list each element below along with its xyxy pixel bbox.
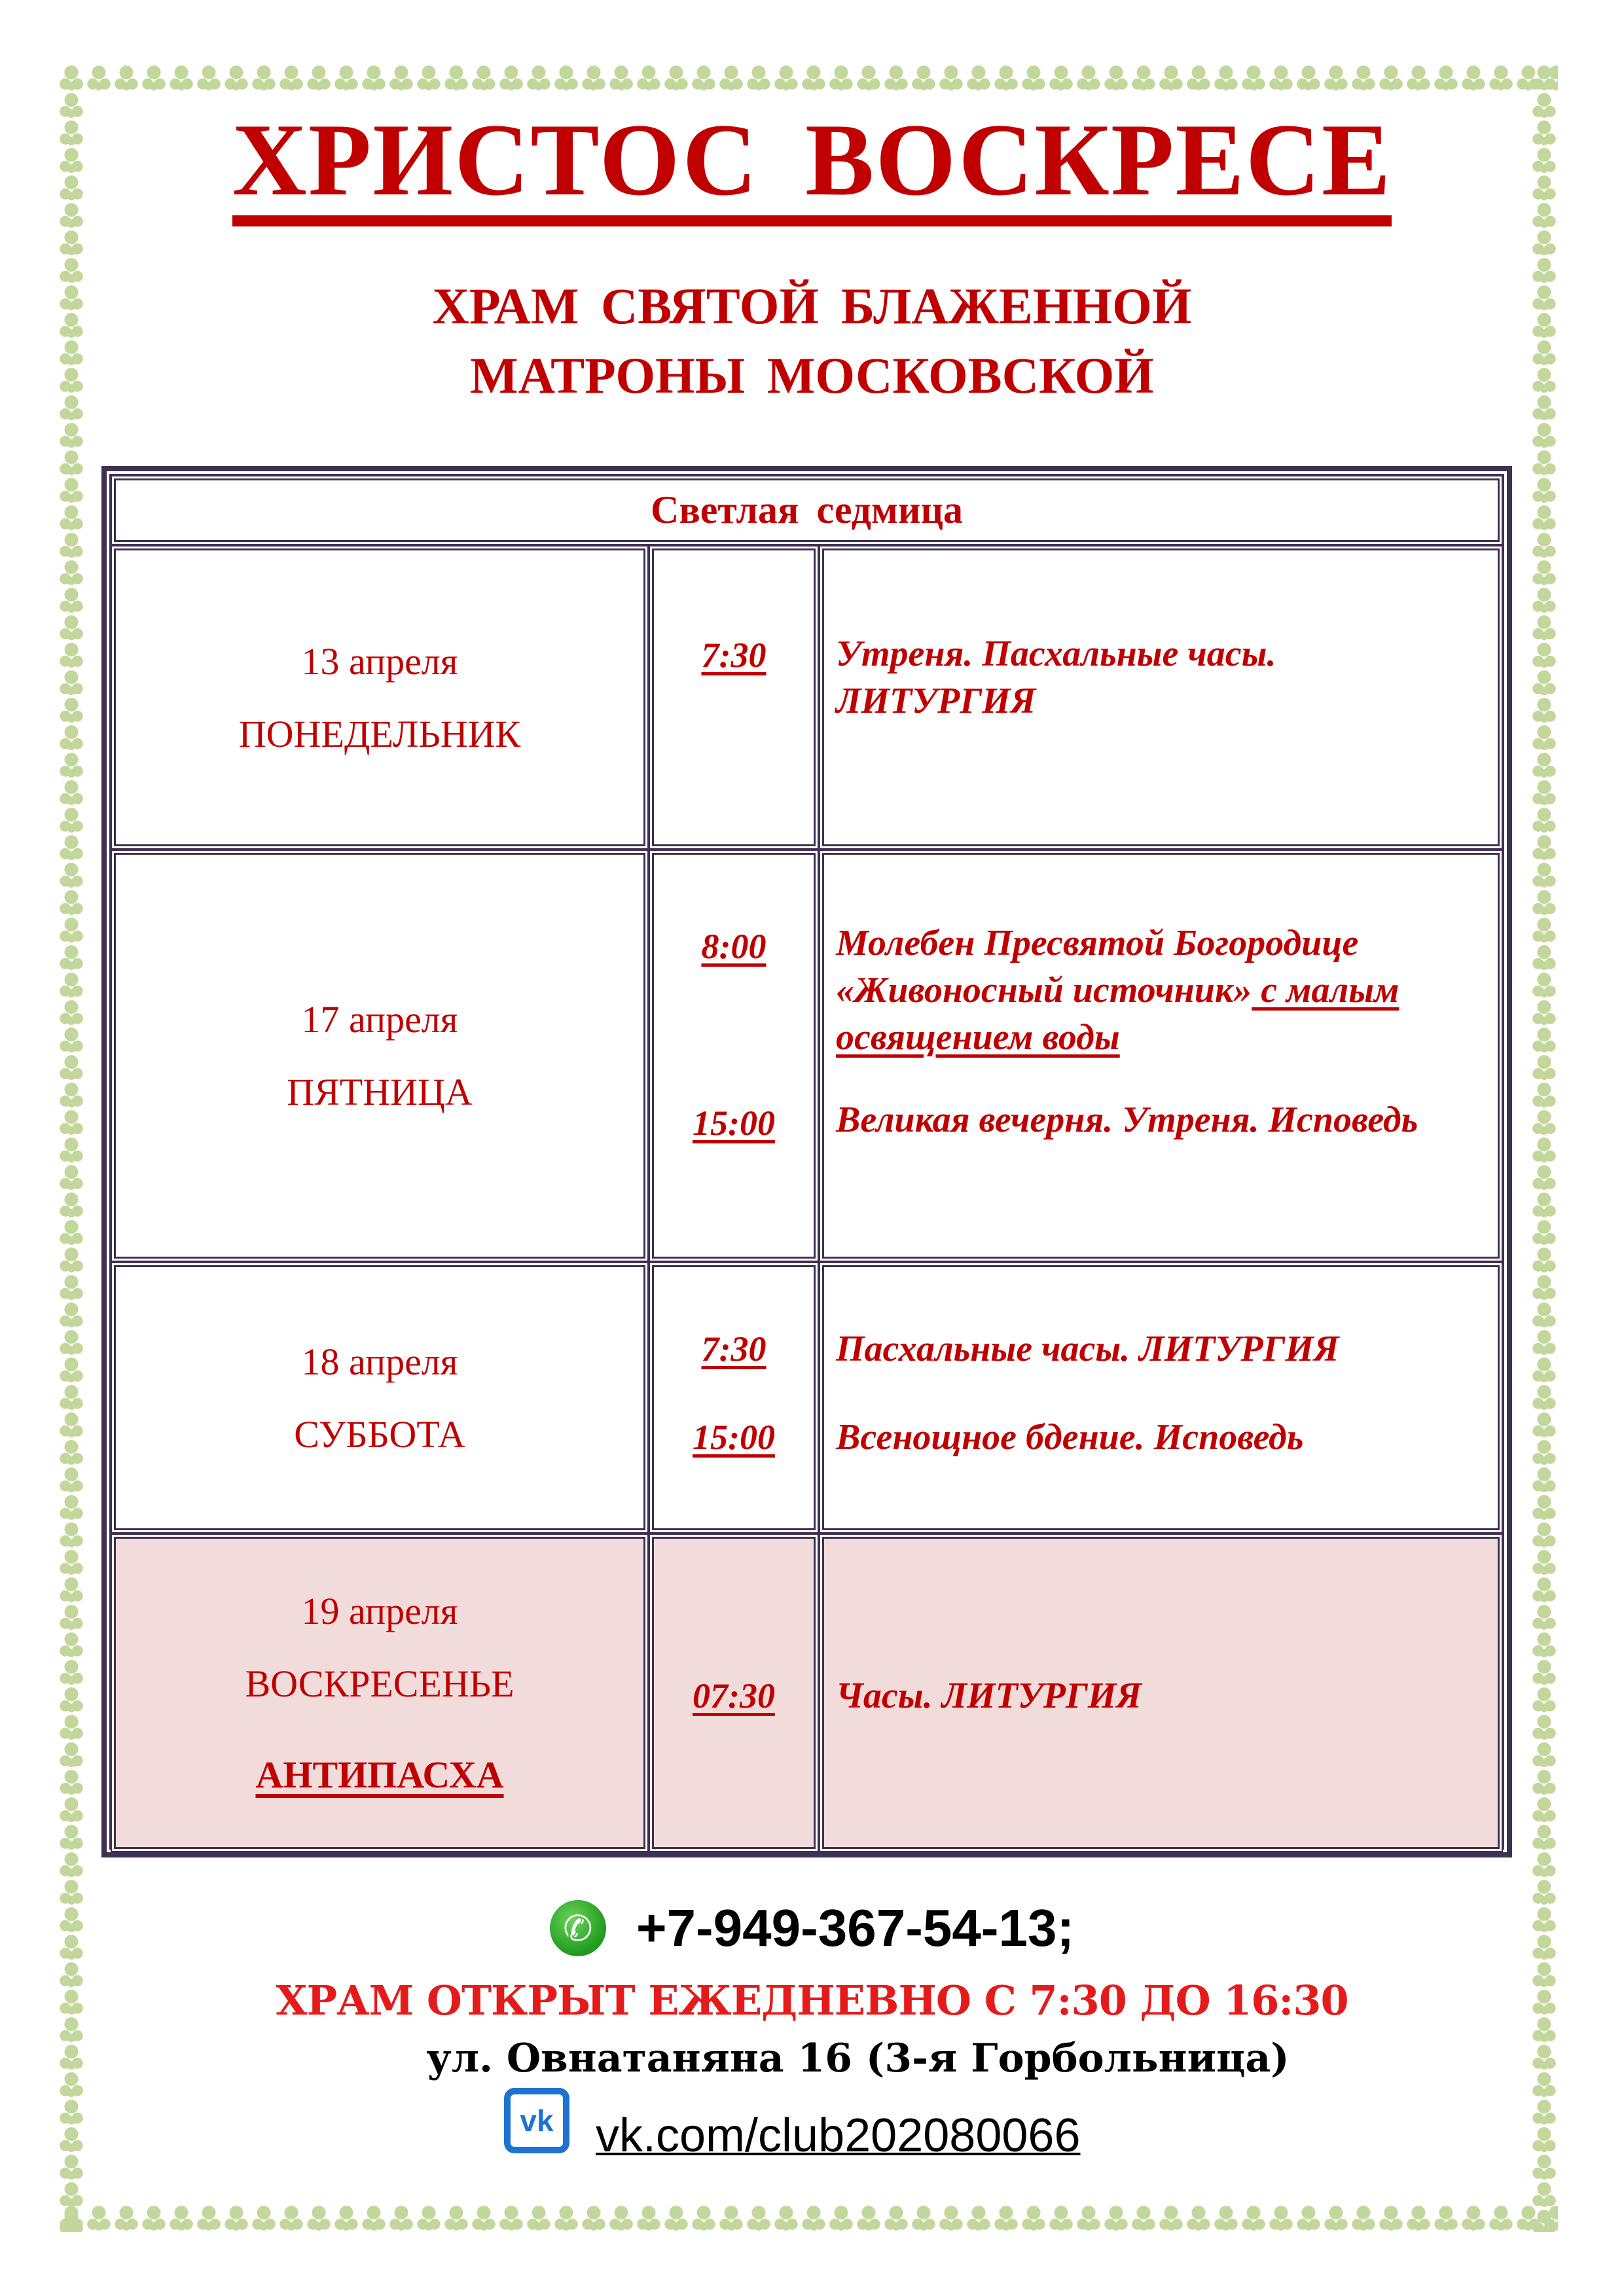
- table-row-service-cell: [819, 545, 1503, 850]
- row-date: 18 апреля: [301, 1340, 458, 1383]
- church-name-line-2: МАТРОНЫ МОСКОВСКОЙ: [470, 347, 1154, 404]
- service-time: 15:00: [693, 1103, 775, 1143]
- service-text: Великая вечерня. Утреня. Исповедь: [836, 1100, 1418, 1140]
- table-row-service-cell: [819, 1262, 1503, 1534]
- schedule-header: Светлая седмица: [111, 475, 1503, 545]
- service-text: [836, 920, 1482, 1061]
- service-text: Часы. ЛИТУРГИЯ: [836, 1676, 1142, 1716]
- schedule-table: [101, 466, 1512, 1857]
- service-text: Всенощное бдение. Исповедь: [836, 1417, 1304, 1458]
- service-time: 7:30: [701, 636, 767, 675]
- phone-number[interactable]: +7-949-367-54-13;: [636, 1899, 1075, 1957]
- phone-contact: [0, 1898, 1624, 1958]
- vk-icon: vk: [504, 2088, 569, 2153]
- row-weekday: СУББОТА: [294, 1412, 465, 1456]
- table-row-service-cell-highlighted: [819, 1534, 1503, 1852]
- page-title: [0, 103, 1624, 226]
- table-row-time-cell: [649, 545, 819, 850]
- service-text: Утреня. Пасхальные часы. ЛИТУРГИЯ: [836, 634, 1276, 721]
- row-weekday: ПОНЕДЕЛЬНИК: [238, 712, 521, 755]
- service-text-underlined: с малым освящением воды: [836, 970, 1399, 1058]
- table-row-date-cell: [111, 1262, 649, 1534]
- row-weekday: ПЯТНИЦА: [287, 1071, 473, 1113]
- phone-icon: ✆: [550, 1900, 606, 1956]
- table-row-service-cell: [819, 850, 1503, 1262]
- vk-link[interactable]: vk.com/club202080066: [596, 2109, 1081, 2162]
- table-row-time-cell-highlighted: [649, 1534, 819, 1852]
- table-row-time-cell: [649, 850, 819, 1262]
- church-name-line-1: ХРАМ СВЯТОЙ БЛАЖЕННОЙ: [432, 278, 1192, 334]
- row-weekday: ВОСКРЕСЕНЬЕ: [245, 1662, 514, 1705]
- table-row-date-cell-highlighted: [111, 1534, 649, 1852]
- row-date: 19 апреля: [301, 1590, 458, 1632]
- vk-contact: [504, 2088, 1081, 2162]
- church-name: [0, 272, 1624, 410]
- service-time: 15:00: [693, 1418, 775, 1457]
- service-text: Пасхальные часы. ЛИТУРГИЯ: [836, 1329, 1339, 1369]
- row-date: 13 апреля: [301, 639, 458, 683]
- service-time: 07:30: [693, 1676, 775, 1715]
- service-time: 7:30: [701, 1329, 767, 1369]
- address: ул. Овнатаняна 16 (3-я Горбольница): [426, 2036, 1290, 2081]
- table-row-time-cell: [649, 1262, 819, 1534]
- table-row-date-cell: [111, 545, 649, 850]
- opening-hours: ХРАМ ОТКРЫТ ЕЖЕДНЕВНО С 7:30 ДО 16:30: [276, 1977, 1348, 2024]
- row-date: 17 апреля: [301, 998, 458, 1041]
- border-bottom: [58, 2204, 1558, 2232]
- table-row-date-cell: [111, 850, 649, 1262]
- row-holiday: АНТИПАСХА: [255, 1753, 504, 1796]
- border-top: [58, 64, 1558, 92]
- service-time: 8:00: [701, 927, 767, 966]
- title-text: ХРИСТОС ВОСКРЕСЕ: [232, 108, 1392, 226]
- service-text-main: Молебен Пресвятой Богородице «Живоносный источник»: [836, 923, 1359, 1011]
